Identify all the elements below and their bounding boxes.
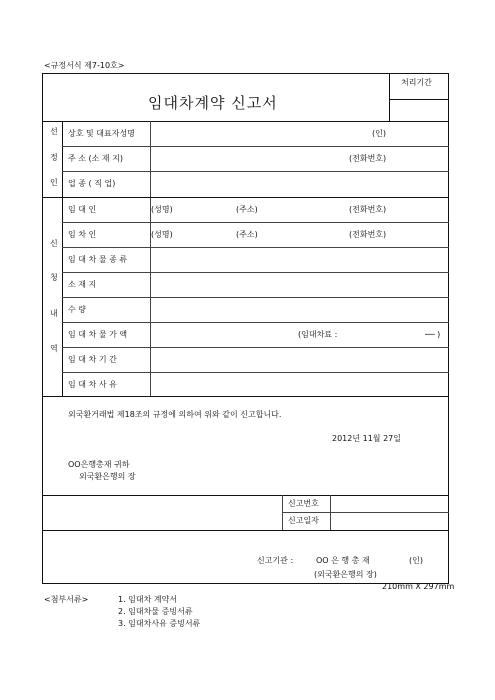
row-line — [62, 372, 449, 373]
statement-bottom-line — [42, 495, 449, 496]
content-row-label: 임 대 차 사 유 — [68, 380, 117, 389]
address-field-label: (주소) — [236, 230, 258, 239]
attachment-item: 3. 임대차사유 증빙서류 — [118, 619, 201, 628]
content-row-label: 임 대 차 기 간 — [68, 355, 117, 364]
processing-period-label: 처리기간 — [401, 78, 432, 87]
section-content-char-4: 역 — [50, 344, 58, 353]
title-bottom-line — [42, 121, 449, 122]
section-content-char-1: 신 — [50, 239, 58, 248]
reporter-row-label: 상호 및 대표자성명 — [68, 129, 135, 138]
agency-label: 신고기관 : — [257, 556, 294, 565]
agency-seal: (인) — [409, 556, 423, 565]
row-line — [62, 322, 449, 323]
agency-subtitle: (외국환은행의 장) — [314, 570, 377, 579]
row-line — [62, 222, 449, 223]
report-number-label: 신고번호 — [288, 499, 319, 508]
section-reporter-char-2: 정 — [50, 153, 58, 162]
phone-label: (전화번호) — [349, 230, 387, 239]
section-content-char-2: 청 — [50, 273, 58, 282]
attachment-item: 2. 임대차물 증빙서류 — [118, 607, 193, 616]
report-box-row-line — [282, 512, 449, 513]
form-frame — [42, 73, 449, 584]
title-divider — [389, 73, 390, 121]
section-reporter-char-3: 인 — [50, 178, 58, 187]
reporter-row-label: 주 소 (소 재 지) — [68, 154, 124, 163]
attachments-label: <첨부서류> — [44, 595, 89, 604]
form-reference: <규정서식 제7-10호> — [44, 61, 125, 70]
section-divider — [42, 197, 449, 198]
statement-text: 외국환거래법 제18조의 규정에 의하여 위와 같이 신고합니다. — [68, 410, 282, 419]
row-line — [62, 247, 449, 248]
row-line — [62, 272, 449, 273]
form-title: 임대차계약 신고서 — [148, 94, 278, 112]
report-date: 2012년 11월 27일 — [332, 434, 401, 443]
report-date-label: 신고일자 — [288, 516, 319, 525]
report-box-bottom-line — [42, 530, 449, 531]
phone-label: (전화번호) — [349, 154, 387, 163]
section-reporter-char-1: 선 — [50, 127, 58, 136]
content-row-label: 임 차 인 — [68, 230, 97, 239]
content-row-label: 임 대 차 물 종 류 — [68, 255, 128, 264]
addressee-line-1: OO은행총재 귀하 — [68, 460, 130, 469]
reporter-row-label: 업 종 ( 직 업) — [68, 179, 116, 188]
name-field-label: (성명) — [151, 230, 173, 239]
label-column-line — [150, 121, 151, 396]
seal-mark: (인) — [372, 129, 386, 138]
name-field-label: (성명) — [151, 205, 173, 214]
content-row-label: 임 대 인 — [68, 205, 97, 214]
row-line — [62, 347, 449, 348]
addressee-line-2: 외국환은행의 장 — [79, 472, 136, 481]
paper-size: 210mm X 297mm — [382, 582, 455, 591]
content-row-label: 수 량 — [68, 305, 86, 314]
address-field-label: (주소) — [236, 205, 258, 214]
content-row-label: 임 대 차 물 가 액 — [68, 330, 128, 339]
attachment-item: 1. 임대차 계약서 — [118, 595, 178, 604]
section-column-line — [62, 121, 63, 396]
section-content-char-3: 내 — [50, 309, 58, 318]
section-divider — [42, 396, 449, 397]
agency-name: OO 은 행 총 재 — [316, 556, 370, 565]
processing-period-line — [389, 99, 449, 100]
row-line — [62, 171, 449, 172]
content-row-label: 소 재 지 — [68, 280, 97, 289]
lease-fee-label: (임대차료 : — [298, 330, 338, 339]
lease-fee-end: ── ) — [425, 330, 441, 339]
row-line — [62, 297, 449, 298]
row-line — [62, 146, 449, 147]
phone-label: (전화번호) — [349, 205, 387, 214]
